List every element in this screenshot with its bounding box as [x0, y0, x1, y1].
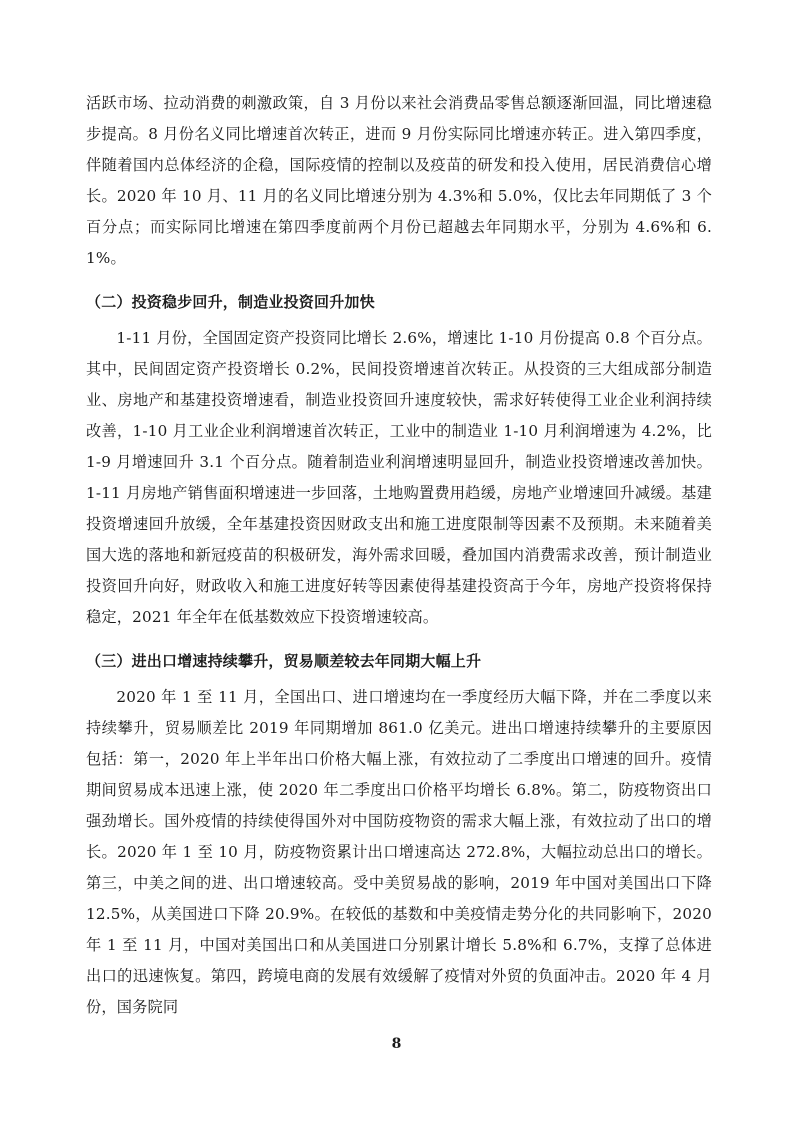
page-number: 8 [391, 1036, 402, 1052]
section-heading-investment: （二）投资稳步回升，制造业投资回升加快 [86, 293, 375, 311]
paragraph-trade: 2020 年 1 至 11 月，全国出口、进口增速均在一季度经历大幅下降，并在二季度以来持续攀升，贸易顺差比 2019 年同期增加 861.0 亿美元。进出口增速持续攀升的主要原因包括：第一，2020 年上半年出口价格大幅上涨，有效拉动了二季度出口增速的回升。疫情期间贸易成本迅速上涨，使 2020 年二季度出口价格平均增长 6.8%。第二，防疫物资出口强劲增长。国外疫情的持续使得国外对中国防疫物资的需求大幅上涨，有效拉动了出口的增长。2020 年 1 至 10 月，防疫物资累计出口增速高达 272.8%，大幅拉动总出口的增长。第三，中美之间的进、出口增速较高。受中美贸易战的影响，2019 年中国对美国出口下降 12.5%，从美国进口下降 20.9%。在较低的基数和中美疫情走势分化的共同影响下，2020 年 1 至 11 月，中国对美国出口和从美国进口分别累计增长 5.8%和 6.7%，支撑了总体进出口的迅速恢复。第四，跨境电商的发展有效缓解了疫情对外贸的负面冲击。2020 年 4 月份，国务院同 [86, 688, 712, 1016]
paragraph-investment: 1-11 月份，全国固定资产投资同比增长 2.6%，增速比 1-10 月份提高 0.8 个百分点。其中，民间固定资产投资增长 0.2%，民间投资增速首次转正。从投资的三大组成部分制造业、房地产和基建投资增速看，制造业投资回升速度较快，需求好转使得工业企业利润持续改善，1-10 月工业企业利润增速首次转正，工业中的制造业 1-10 月利润增速为 4.2%，比 1-9 月增速回升 3.1 个百分点。随着制造业利润增速明显回升，制造业投资增速改善加快。1-11 月房地产销售面积增速进一步回落，土地购置费用趋缓，房地产业增速回升减缓。基建投资增速回升放缓，全年基建投资因财政支出和施工进度限制等因素不及预期。未来随着美国大选的落地和新冠疫苗的积极研发，海外需求回暖，叠加国内消费需求改善，预计制造业投资回升向好，财政收入和施工进度好转等因素使得基建投资高于今年，房地产投资将保持稳定，2021 年全年在低基数效应下投资增速较高。 [86, 329, 712, 626]
paragraph-consumption: 活跃市场、拉动消费的刺激政策，自 3 月份以来社会消费品零售总额逐渐回温，同比增速稳步提高。8 月份名义同比增速首次转正，进而 9 月份实际同比增速亦转正。进入第四季度，伴随着国内总体经济的企稳，国际疫情的控制以及疫苗的研发和投入使用，居民消费信心增长。2020 年 10 月、11 月的名义同比增速分别为 4.3%和 5.0%，仅比去年同期低了 3 个百分点；而实际同比增速在第四季度前两个月份已超越去年同期水平，分别为 4.6%和 6.1%。 [86, 94, 712, 267]
document-body [86, 88, 712, 1023]
section-heading-trade: （三）进出口增速持续攀升，贸易顺差较去年同期大幅上升 [86, 652, 482, 670]
